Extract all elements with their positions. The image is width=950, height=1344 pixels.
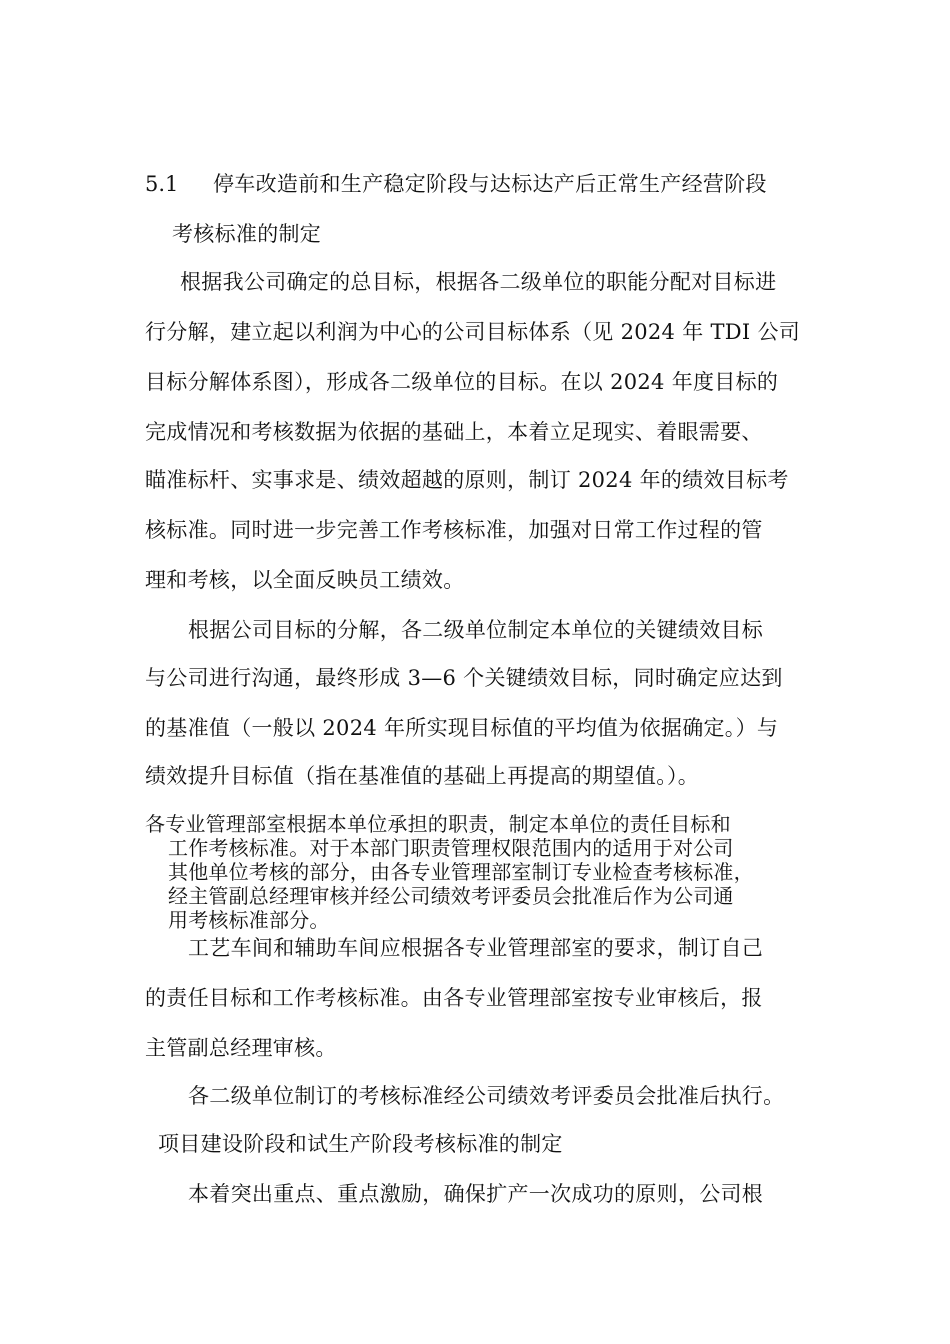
paragraph-line: 行分解，建立起以利润为中心的公司目标体系（见 2024 年 TDI 公司	[145, 320, 801, 344]
section-title-line-2: 考核标准的制定	[172, 222, 322, 246]
subheading: 项目建设阶段和试生产阶段考核标准的制定	[158, 1132, 563, 1156]
section-title-line-1: 停车改造前和生产稳定阶段与达标达产后正常生产经营阶段	[213, 172, 767, 196]
paragraph-line: 根据公司目标的分解，各二级单位制定本单位的关键绩效目标	[188, 618, 764, 642]
paragraph-line: 各专业管理部室根据本单位承担的职责，制定本单位的责任目标和	[145, 812, 731, 836]
paragraph-line: 的基准值（一般以 2024 年所实现目标值的平均值为依据确定。）与	[145, 716, 779, 740]
paragraph-line: 的责任目标和工作考核标准。由各专业管理部室按专业审核后，报	[145, 986, 763, 1010]
paragraph-line: 各二级单位制订的考核标准经公司绩效考评委员会批准后执行。	[188, 1084, 785, 1108]
paragraph-line: 主管副总经理审核。	[145, 1036, 337, 1060]
paragraph-line: 工艺车间和辅助车间应根据各专业管理部室的要求，制订自己	[188, 936, 764, 960]
paragraph-line: 理和考核，以全面反映员工绩效。	[145, 568, 465, 592]
paragraph-line: 与公司进行沟通，最终形成 3—6 个关键绩效目标，同时确定应达到	[145, 666, 783, 690]
paragraph-line: 目标分解体系图），形成各二级单位的目标。在以 2024 年度目标的	[145, 370, 779, 394]
paragraph-line: 经主管副总经理审核并经公司绩效考评委员会批准后作为公司通	[168, 884, 734, 908]
paragraph-line: 用考核标准部分。	[168, 908, 330, 932]
paragraph-line: 工作考核标准。对于本部门职责管理权限范围内的适用于对公司	[168, 836, 734, 860]
paragraph-line: 瞄准标杆、实事求是、绩效超越的原则，制订 2024 年的绩效目标考	[145, 468, 789, 492]
paragraph-line: 核标准。同时进一步完善工作考核标准，加强对日常工作过程的管	[145, 518, 763, 542]
paragraph-line: 根据我公司确定的总目标，根据各二级单位的职能分配对目标进	[180, 270, 777, 294]
section-number: 5.1	[145, 172, 179, 196]
paragraph-line: 其他单位考核的部分，由各专业管理部室制订专业检查考核标准，	[168, 860, 754, 884]
paragraph-line: 绩效提升目标值（指在基准值的基础上再提高的期望值。）。	[145, 764, 700, 788]
paragraph-line: 本着突出重点、重点激励，确保扩产一次成功的原则，公司根	[188, 1182, 764, 1206]
paragraph-line: 完成情况和考核数据为依据的基础上，本着立足现实、着眼需要、	[145, 420, 763, 444]
